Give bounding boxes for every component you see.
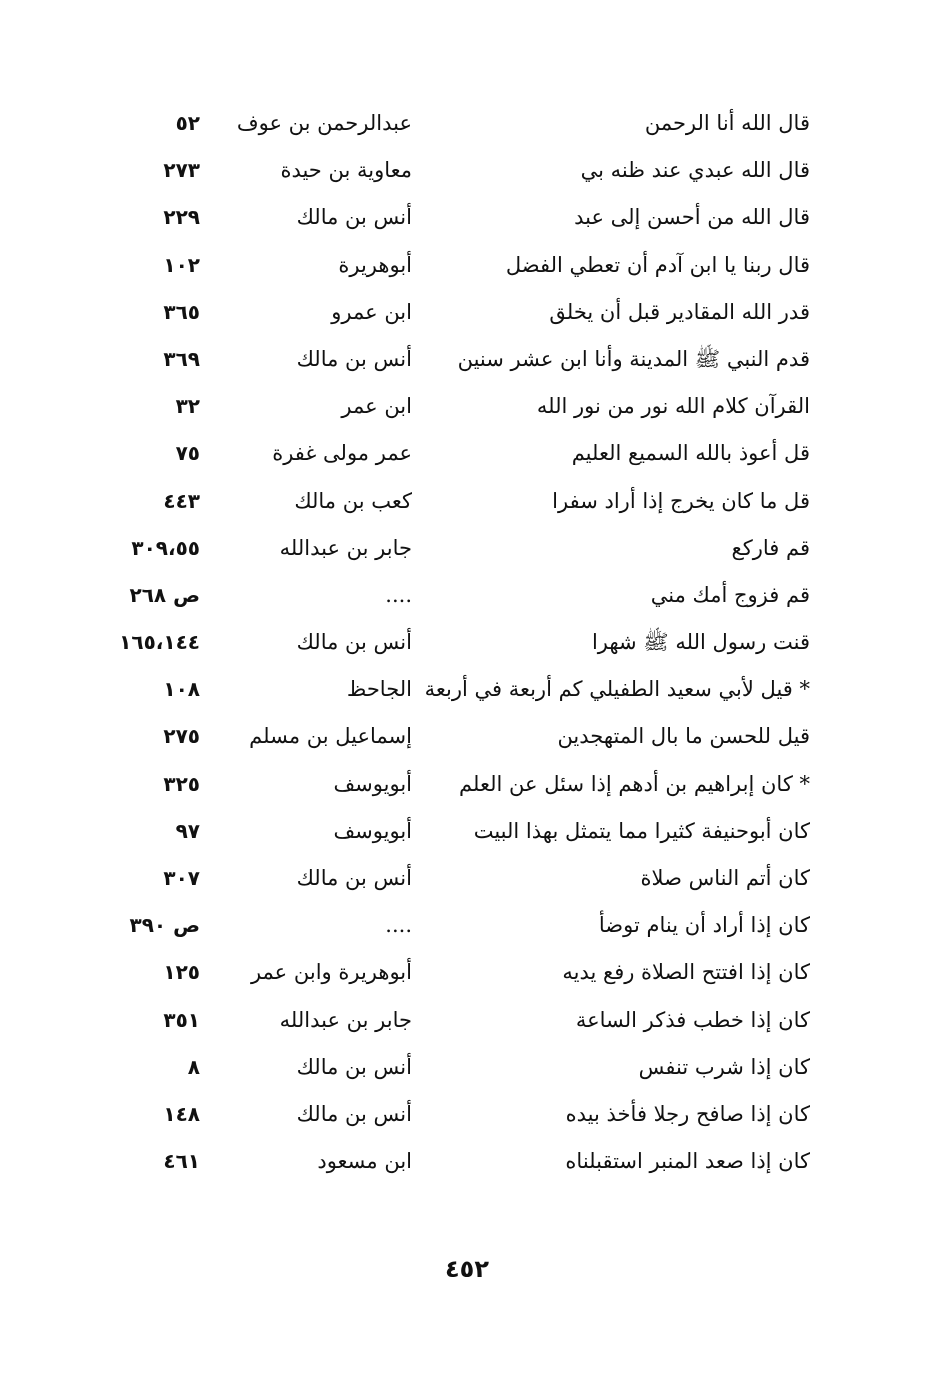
hadith-text: كان أبوحنيفة كثيرا مما يتمثل بهذا البيت bbox=[473, 818, 810, 843]
narrator: أبويوسف bbox=[333, 818, 412, 843]
table-row bbox=[90, 1138, 820, 1185]
narrator: أنس بن مالك bbox=[296, 1054, 412, 1079]
narrator: أبوهريرة وابن عمر bbox=[250, 960, 412, 985]
narrator: ابن مسعود bbox=[317, 1149, 412, 1174]
narrator: أنس بن مالك bbox=[296, 346, 412, 371]
table-row bbox=[90, 949, 820, 996]
table-row bbox=[90, 478, 820, 525]
table-row bbox=[90, 713, 820, 760]
hadith-text: قل أعوذ بالله السميع العليم bbox=[571, 441, 810, 466]
table-row bbox=[90, 383, 820, 430]
hadith-text: قال الله أنا الرحمن bbox=[644, 111, 810, 135]
page-reference: ٥٢ bbox=[175, 111, 200, 135]
narrator: أبويوسف bbox=[333, 771, 412, 796]
table-row bbox=[90, 242, 820, 289]
narrator: أنس بن مالك bbox=[296, 205, 412, 230]
hadith-index-table bbox=[90, 100, 820, 1185]
table-row bbox=[90, 572, 820, 619]
page-reference: ١٠٢ bbox=[163, 252, 200, 277]
table-row bbox=[90, 430, 820, 477]
table-row bbox=[90, 666, 820, 713]
page-reference: ٢٢٩ bbox=[163, 205, 200, 230]
narrator: أبوهريرة bbox=[338, 252, 412, 277]
page-reference: ٩٧ bbox=[175, 818, 200, 843]
narrator: أنس بن مالك bbox=[296, 1101, 412, 1126]
table-row bbox=[90, 761, 820, 808]
hadith-text: قل ما كان يخرج إذا أراد سفرا bbox=[552, 488, 810, 513]
page-reference: ١٦٥،١٤٤ bbox=[119, 630, 200, 655]
hadith-text: قال الله من أحسن إلى عبد bbox=[574, 205, 810, 230]
hadith-text: * كان إبراهيم بن أدهم إذا سئل عن العلم bbox=[459, 771, 810, 796]
narrator: عمر مولى غفرة bbox=[272, 441, 412, 466]
table-row bbox=[90, 525, 820, 572]
page-reference: ص ٣٩٠ bbox=[129, 913, 200, 938]
narrator: كعب بن مالك bbox=[294, 488, 412, 513]
narrator: .... bbox=[385, 582, 412, 607]
narrator: ابن عمر bbox=[341, 394, 412, 419]
table-row bbox=[90, 147, 820, 194]
hadith-text: كان إذا شرب تنفس bbox=[638, 1054, 810, 1079]
hadith-text: * قيل لأبي سعيد الطفيلي كم أربعة في أربعة bbox=[424, 677, 810, 702]
table-row bbox=[90, 808, 820, 855]
table-row bbox=[90, 997, 820, 1044]
hadith-text: قدر الله المقادير قبل أن يخلق bbox=[549, 299, 810, 324]
page-reference: ٤٤٣ bbox=[163, 488, 200, 513]
table-row bbox=[90, 336, 820, 383]
table-row bbox=[90, 619, 820, 666]
page-reference: ٢٧٣ bbox=[163, 158, 200, 183]
hadith-text: كان أتم الناس صلاة bbox=[640, 866, 810, 890]
page-reference: ٣٦٩ bbox=[163, 346, 200, 371]
hadith-text: كان إذا صافح رجلا فأخذ بيده bbox=[565, 1101, 810, 1126]
hadith-text: كان إذا افتتح الصلاة رفع يديه bbox=[562, 960, 810, 985]
page-reference: ٣٢٥ bbox=[163, 771, 200, 796]
narrator: أنس بن مالك bbox=[296, 630, 412, 655]
page-reference: ص ٢٦٨ bbox=[129, 582, 200, 607]
page-reference: ٨ bbox=[187, 1054, 200, 1079]
page-reference: ٣٦٥ bbox=[163, 299, 200, 324]
hadith-text: كان إذا صعد المنبر استقبلناه bbox=[565, 1149, 810, 1174]
narrator: الجاحظ bbox=[346, 677, 412, 702]
narrator: جابر بن عبدالله bbox=[279, 535, 412, 560]
page-reference: ٧٥ bbox=[175, 441, 200, 466]
hadith-text: كان إذا أراد أن ينام توضأ bbox=[598, 913, 810, 938]
table-row bbox=[90, 855, 820, 902]
narrator: جابر بن عبدالله bbox=[279, 1007, 412, 1032]
table-row bbox=[90, 100, 820, 147]
narrator: إسماعيل بن مسلم bbox=[249, 724, 412, 749]
hadith-text: قم فاركع bbox=[731, 535, 810, 560]
hadith-text: قم فزوج أمك مني bbox=[650, 582, 810, 607]
table-row bbox=[90, 289, 820, 336]
page-reference: ٣٠٩،٥٥ bbox=[131, 535, 200, 560]
narrator: معاوية بن حيدة bbox=[280, 158, 412, 183]
narrator: عبدالرحمن بن عوف bbox=[236, 111, 412, 135]
page-reference: ٤٦١ bbox=[163, 1149, 200, 1174]
page-reference: ٣٥١ bbox=[163, 1007, 200, 1032]
table-row bbox=[90, 1044, 820, 1091]
narrator: .... bbox=[385, 913, 412, 938]
hadith-text: قال ربنا يا ابن آدم أن تعطي الفضل bbox=[505, 252, 810, 277]
hadith-text: كان إذا خطب فذكر الساعة bbox=[575, 1007, 810, 1032]
table-row bbox=[90, 194, 820, 241]
table-row bbox=[90, 1091, 820, 1138]
hadith-text: قال الله عبدي عند ظنه بي bbox=[580, 158, 810, 183]
hadith-text: قدم النبي ﷺ المدينة وأنا ابن عشر سنين bbox=[457, 346, 810, 371]
page-reference: ١٢٥ bbox=[163, 960, 200, 985]
page-reference: ٣٠٧ bbox=[163, 866, 200, 890]
page-reference: ٢٧٥ bbox=[163, 724, 200, 749]
hadith-text: القرآن كلام الله نور من نور الله bbox=[536, 394, 810, 419]
page-reference: ١٠٨ bbox=[163, 677, 200, 702]
table-row bbox=[90, 902, 820, 949]
page-number: ٤٥٢ bbox=[445, 1255, 489, 1283]
narrator: أنس بن مالك bbox=[296, 866, 412, 890]
hadith-text: قيل للحسن ما بال المتهجدين bbox=[557, 724, 810, 749]
page-reference: ١٤٨ bbox=[163, 1101, 200, 1126]
hadith-text: قنت رسول الله ﷺ شهرا bbox=[591, 630, 810, 655]
page-reference: ٣٢ bbox=[175, 394, 200, 419]
narrator: ابن عمرو bbox=[331, 299, 412, 324]
